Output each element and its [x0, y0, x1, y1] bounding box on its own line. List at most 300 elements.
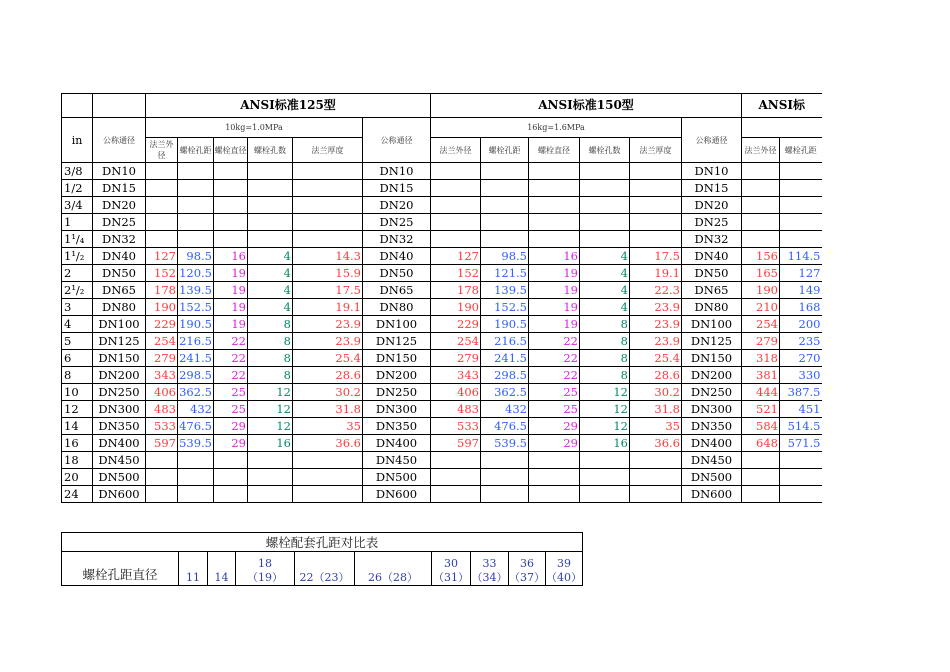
nominal-diameter: DN300 — [363, 401, 431, 418]
value-cell: 16 — [580, 435, 630, 452]
nominal-diameter: DN600 — [682, 486, 742, 503]
nominal-diameter: DN125 — [363, 333, 431, 350]
value-cell — [431, 231, 481, 248]
nominal-diameter: DN10 — [93, 163, 146, 180]
bolt-spacing-cell — [236, 552, 295, 586]
nominal-diameter: DN500 — [363, 469, 431, 486]
nominal-diameter: DN100 — [93, 316, 146, 333]
inch-size: 1¹/₄ — [62, 231, 93, 248]
nominal-diameter: DN150 — [682, 350, 742, 367]
nominal-diameter: DN100 — [682, 316, 742, 333]
inch-size: 16 — [62, 435, 93, 452]
value-cell — [529, 469, 580, 486]
value-cell — [146, 197, 178, 214]
value-cell: 8 — [248, 333, 293, 350]
nominal-diameter: DN450 — [682, 452, 742, 469]
bolt-spacing-top: 30 — [444, 557, 458, 570]
value-cell — [178, 197, 214, 214]
value-cell: 254 — [431, 333, 481, 350]
value-cell: 343 — [431, 367, 481, 384]
value-cell: 270 — [780, 350, 822, 367]
nominal-diameter: DN65 — [93, 282, 146, 299]
column-header: 法兰外径 — [742, 138, 780, 163]
value-cell — [214, 231, 248, 248]
value-cell: 19 — [214, 299, 248, 316]
value-cell: 597 — [431, 435, 481, 452]
value-cell: 35 — [630, 418, 682, 435]
header-nominal-150: 公称通径 — [363, 118, 431, 163]
value-cell — [248, 231, 293, 248]
value-cell: 25 — [214, 384, 248, 401]
value-cell: 31.8 — [630, 401, 682, 418]
value-cell — [146, 231, 178, 248]
table-row — [62, 435, 822, 452]
column-header: 法兰外径 — [431, 138, 481, 163]
value-cell: 30.2 — [293, 384, 363, 401]
value-cell: 279 — [431, 350, 481, 367]
bolt-spacing-bottom: 11 — [186, 571, 200, 584]
value-cell — [481, 180, 529, 197]
nominal-diameter: DN15 — [682, 180, 742, 197]
value-cell — [780, 163, 822, 180]
value-cell — [178, 180, 214, 197]
nominal-diameter: DN400 — [93, 435, 146, 452]
value-cell — [248, 469, 293, 486]
inch-size: 6 — [62, 350, 93, 367]
nominal-diameter: DN80 — [682, 299, 742, 316]
value-cell: 4 — [248, 248, 293, 265]
nominal-diameter: DN10 — [682, 163, 742, 180]
value-cell: 23.9 — [630, 316, 682, 333]
comparison-row-label: 螺栓孔距直径 — [62, 552, 179, 586]
value-cell: 254 — [742, 316, 780, 333]
inch-size: 18 — [62, 452, 93, 469]
value-cell — [580, 163, 630, 180]
value-cell: 17.5 — [293, 282, 363, 299]
value-cell — [214, 452, 248, 469]
value-cell: 152.5 — [179, 300, 212, 314]
value-cell — [630, 163, 682, 180]
value-cell — [293, 452, 363, 469]
nominal-diameter: DN50 — [363, 265, 431, 282]
value-cell: 28.6 — [293, 367, 363, 384]
value-cell — [481, 452, 529, 469]
value-cell: 483 — [146, 401, 178, 418]
nominal-diameter: DN200 — [93, 367, 146, 384]
nominal-diameter: DN100 — [363, 316, 431, 333]
value-cell: 127 — [780, 265, 822, 282]
table-row — [62, 401, 822, 418]
inch-size: 1/2 — [62, 180, 93, 197]
nominal-diameter: DN300 — [682, 401, 742, 418]
value-cell: 584 — [742, 418, 780, 435]
pressure-third — [742, 118, 822, 138]
value-cell — [780, 469, 822, 486]
value-cell: 19 — [529, 316, 580, 333]
value-cell: 16 — [214, 248, 248, 265]
group-title-third: ANSI标 — [742, 94, 822, 118]
value-cell: 22 — [529, 333, 580, 350]
nominal-diameter: DN450 — [363, 452, 431, 469]
value-cell — [146, 452, 178, 469]
value-cell: 318 — [742, 350, 780, 367]
value-cell: 200 — [780, 316, 822, 333]
nominal-diameter: DN200 — [363, 367, 431, 384]
column-header: 法兰厚度 — [630, 138, 682, 163]
value-cell: 139.5 — [179, 283, 212, 297]
value-cell — [178, 231, 214, 248]
value-cell: 254 — [146, 333, 178, 350]
value-cell — [178, 452, 214, 469]
value-cell: 539.5 — [481, 435, 529, 452]
value-cell — [214, 163, 248, 180]
nominal-diameter: DN25 — [93, 214, 146, 231]
inch-size: 1¹/₂ — [62, 248, 93, 265]
blank-cell — [93, 94, 146, 118]
value-cell — [431, 452, 481, 469]
value-cell: 152 — [146, 265, 178, 282]
nominal-diameter: DN20 — [93, 197, 146, 214]
value-cell: 12 — [580, 418, 630, 435]
inch-size: 1 — [62, 214, 93, 231]
column-header: 螺栓孔距 — [780, 138, 822, 163]
value-cell — [580, 469, 630, 486]
value-cell — [742, 469, 780, 486]
column-header: 螺栓孔距 — [481, 138, 529, 163]
value-cell: 241.5 — [481, 350, 529, 367]
comparison-title: 螺栓配套孔距对比表 — [62, 533, 583, 552]
value-cell: 444 — [742, 384, 780, 401]
value-cell — [780, 452, 822, 469]
column-header: 螺栓直径 — [214, 138, 248, 163]
value-cell: 16 — [248, 435, 293, 452]
value-cell: 4 — [580, 265, 630, 282]
table-row — [62, 333, 822, 350]
nominal-diameter: DN25 — [682, 214, 742, 231]
value-cell: 210 — [742, 299, 780, 316]
value-cell: 12 — [248, 401, 293, 418]
value-cell — [178, 486, 214, 503]
value-cell: 25.4 — [293, 350, 363, 367]
value-cell: 25 — [529, 401, 580, 418]
value-cell: 178 — [431, 282, 481, 299]
value-cell: 29 — [529, 435, 580, 452]
nominal-diameter: DN600 — [93, 486, 146, 503]
value-cell: 139.5 — [481, 282, 529, 299]
value-cell: 4 — [248, 265, 293, 282]
bolt-spacing-cell — [179, 552, 208, 586]
value-cell: 533 — [431, 418, 481, 435]
value-cell: 12 — [580, 401, 630, 418]
nominal-diameter: DN65 — [363, 282, 431, 299]
value-cell: 432 — [178, 401, 214, 418]
value-cell: 25 — [529, 384, 580, 401]
value-cell: 19 — [214, 316, 248, 333]
value-cell: 648 — [742, 435, 780, 452]
value-cell: 152.5 — [481, 299, 529, 316]
value-cell: 165 — [742, 265, 780, 282]
value-cell: 36.6 — [630, 435, 682, 452]
value-cell — [780, 214, 822, 231]
value-cell: 330 — [780, 367, 822, 384]
value-cell — [214, 486, 248, 503]
value-cell: 30.2 — [630, 384, 682, 401]
nominal-diameter: DN40 — [682, 248, 742, 265]
value-cell — [146, 214, 178, 231]
bolt-spacing-bottom: （19） — [247, 571, 283, 584]
value-cell: 216.5 — [481, 333, 529, 350]
nominal-diameter: DN150 — [363, 350, 431, 367]
value-cell: 17.5 — [630, 248, 682, 265]
value-cell: 120.5 — [179, 266, 212, 280]
value-cell — [178, 163, 214, 180]
table-row — [62, 486, 822, 503]
value-cell: 8 — [580, 333, 630, 350]
nominal-diameter: DN350 — [93, 418, 146, 435]
nominal-diameter: DN25 — [363, 214, 431, 231]
value-cell: 14.3 — [293, 248, 363, 265]
bolt-spacing-top: 36 — [520, 557, 534, 570]
value-cell — [780, 180, 822, 197]
value-cell — [580, 452, 630, 469]
nominal-diameter: DN10 — [363, 163, 431, 180]
value-cell: 381 — [742, 367, 780, 384]
value-cell: 4 — [580, 282, 630, 299]
bolt-spacing-bottom: 26（28） — [368, 571, 418, 584]
inch-size: 3 — [62, 299, 93, 316]
value-cell — [481, 486, 529, 503]
value-cell: 19 — [529, 282, 580, 299]
column-header: 螺栓孔数 — [248, 138, 293, 163]
value-cell: 362.5 — [481, 384, 529, 401]
bolt-spacing-bottom: （40） — [546, 571, 582, 584]
inch-size: 12 — [62, 401, 93, 418]
value-cell: 36.6 — [293, 435, 363, 452]
value-cell: 279 — [146, 350, 178, 367]
value-cell: 29 — [214, 435, 248, 452]
value-cell — [630, 486, 682, 503]
bolt-spacing-top: 33 — [482, 557, 497, 570]
table-row — [62, 469, 822, 486]
value-cell: 571.5 — [780, 435, 822, 452]
value-cell: 4 — [248, 282, 293, 299]
bolt-spacing-bottom: （34） — [471, 571, 508, 584]
nominal-diameter: DN350 — [363, 418, 431, 435]
value-cell: 12 — [580, 384, 630, 401]
value-cell: 229 — [431, 316, 481, 333]
header-nominal: 公称通径 — [93, 118, 146, 163]
value-cell — [529, 214, 580, 231]
value-cell — [214, 214, 248, 231]
value-cell: 190 — [431, 299, 481, 316]
value-cell: 8 — [580, 367, 630, 384]
bolt-spacing-top: 18 — [258, 557, 272, 570]
value-cell: 406 — [431, 384, 481, 401]
value-cell: 114.5 — [780, 248, 822, 265]
value-cell: 533 — [146, 418, 178, 435]
table-row — [62, 367, 822, 384]
value-cell: 16 — [529, 248, 580, 265]
value-cell: 514.5 — [780, 418, 822, 435]
value-cell: 23.9 — [630, 333, 682, 350]
nominal-diameter: DN150 — [93, 350, 146, 367]
value-cell: 190.5 — [481, 316, 529, 333]
value-cell — [481, 231, 529, 248]
value-cell: 597 — [146, 435, 178, 452]
table-row — [62, 214, 822, 231]
value-cell: 406 — [146, 384, 178, 401]
bolt-spacing-bottom: 22（23） — [299, 571, 350, 584]
value-cell — [431, 469, 481, 486]
bolt-spacing-bottom: 14 — [214, 571, 229, 584]
value-cell — [431, 180, 481, 197]
bolt-spacing-cell — [295, 552, 355, 586]
value-cell — [214, 469, 248, 486]
value-cell — [481, 163, 529, 180]
value-cell: 19.1 — [630, 265, 682, 282]
nominal-diameter: DN500 — [682, 469, 742, 486]
value-cell — [529, 197, 580, 214]
value-cell: 22 — [214, 333, 248, 350]
value-cell — [630, 231, 682, 248]
value-cell: 35 — [293, 418, 363, 435]
nominal-diameter: DN400 — [363, 435, 431, 452]
value-cell: 19 — [529, 299, 580, 316]
bolt-spacing-bottom: （37） — [509, 571, 545, 584]
nominal-diameter: DN250 — [93, 384, 146, 401]
value-cell: 22 — [529, 367, 580, 384]
inch-size: 3/4 — [62, 197, 93, 214]
value-cell: 8 — [248, 316, 293, 333]
inch-size: 5 — [62, 333, 93, 350]
value-cell — [293, 231, 363, 248]
value-cell: 4 — [580, 299, 630, 316]
value-cell — [780, 486, 822, 503]
nominal-diameter: DN40 — [93, 248, 146, 265]
nominal-diameter: DN50 — [93, 265, 146, 282]
table-row — [62, 248, 822, 265]
value-cell: 15.9 — [293, 265, 363, 282]
bolt-spacing-bottom: （31） — [433, 571, 469, 584]
value-cell: 235 — [780, 333, 822, 350]
value-cell: 29 — [214, 418, 248, 435]
pressure-125: 10kg=1.0MPa — [146, 118, 363, 138]
bolt-spacing-cell — [208, 552, 236, 586]
value-cell — [178, 214, 214, 231]
value-cell: 23.9 — [293, 333, 363, 350]
header-in: in — [62, 118, 93, 163]
nominal-diameter: DN250 — [682, 384, 742, 401]
value-cell: 149 — [780, 282, 822, 299]
value-cell — [742, 197, 780, 214]
value-cell — [248, 452, 293, 469]
inch-size: 24 — [62, 486, 93, 503]
value-cell: 190 — [146, 299, 178, 316]
value-cell — [630, 452, 682, 469]
nominal-diameter: DN350 — [682, 418, 742, 435]
bolt-comparison-table — [61, 532, 583, 586]
value-cell — [780, 197, 822, 214]
value-cell — [178, 469, 214, 486]
bolt-spacing-cell — [355, 552, 432, 586]
header-nominal-third: 公称通径 — [682, 118, 742, 163]
value-cell — [293, 180, 363, 197]
value-cell — [248, 163, 293, 180]
bolt-spacing-cell — [546, 552, 583, 586]
nominal-diameter: DN15 — [93, 180, 146, 197]
value-cell — [146, 180, 178, 197]
value-cell — [580, 231, 630, 248]
nominal-diameter: DN40 — [363, 248, 431, 265]
value-cell — [248, 197, 293, 214]
table-row — [62, 384, 822, 401]
bolt-spacing-cell — [509, 552, 546, 586]
column-header: 螺栓直径 — [529, 138, 580, 163]
value-cell — [742, 486, 780, 503]
value-cell — [293, 163, 363, 180]
value-cell — [742, 214, 780, 231]
table-row — [62, 316, 822, 333]
value-cell — [529, 231, 580, 248]
value-cell — [529, 180, 580, 197]
value-cell — [214, 180, 248, 197]
nominal-diameter: DN400 — [682, 435, 742, 452]
table-row — [62, 163, 822, 180]
value-cell: 22.3 — [630, 282, 682, 299]
nominal-diameter: DN250 — [363, 384, 431, 401]
group-title-150: ANSI标准150型 — [431, 94, 742, 118]
value-cell — [580, 197, 630, 214]
nominal-diameter: DN65 — [682, 282, 742, 299]
value-cell — [580, 180, 630, 197]
table-row — [62, 231, 822, 248]
value-cell — [214, 197, 248, 214]
table-row — [62, 350, 822, 367]
value-cell — [481, 197, 529, 214]
value-cell: 539.5 — [179, 436, 212, 450]
value-cell — [248, 180, 293, 197]
nominal-diameter: DN80 — [363, 299, 431, 316]
nominal-diameter: DN125 — [682, 333, 742, 350]
value-cell: 19 — [529, 265, 580, 282]
value-cell: 22 — [529, 350, 580, 367]
value-cell: 23.9 — [630, 299, 682, 316]
value-cell: 19.1 — [293, 299, 363, 316]
value-cell: 19 — [214, 265, 248, 282]
value-cell: 19 — [214, 282, 248, 299]
value-cell: 22 — [214, 367, 248, 384]
value-cell: 156 — [742, 248, 780, 265]
column-header: 法兰厚度 — [293, 138, 363, 163]
value-cell — [580, 214, 630, 231]
value-cell — [481, 469, 529, 486]
value-cell: 127 — [431, 248, 481, 265]
pressure-150: 16kg=1.6MPa — [431, 118, 682, 138]
value-cell: 121.5 — [481, 265, 529, 282]
group-title-125: ANSI标准125型 — [146, 94, 431, 118]
nominal-diameter: DN300 — [93, 401, 146, 418]
inch-size: 14 — [62, 418, 93, 435]
bolt-spacing-cell — [471, 552, 509, 586]
value-cell — [293, 469, 363, 486]
value-cell: 12 — [248, 418, 293, 435]
value-cell: 229 — [146, 316, 178, 333]
value-cell: 23.9 — [293, 316, 363, 333]
blank-cell — [62, 94, 93, 118]
value-cell: 298.5 — [481, 367, 529, 384]
value-cell: 25.4 — [630, 350, 682, 367]
value-cell: 298.5 — [179, 368, 212, 382]
